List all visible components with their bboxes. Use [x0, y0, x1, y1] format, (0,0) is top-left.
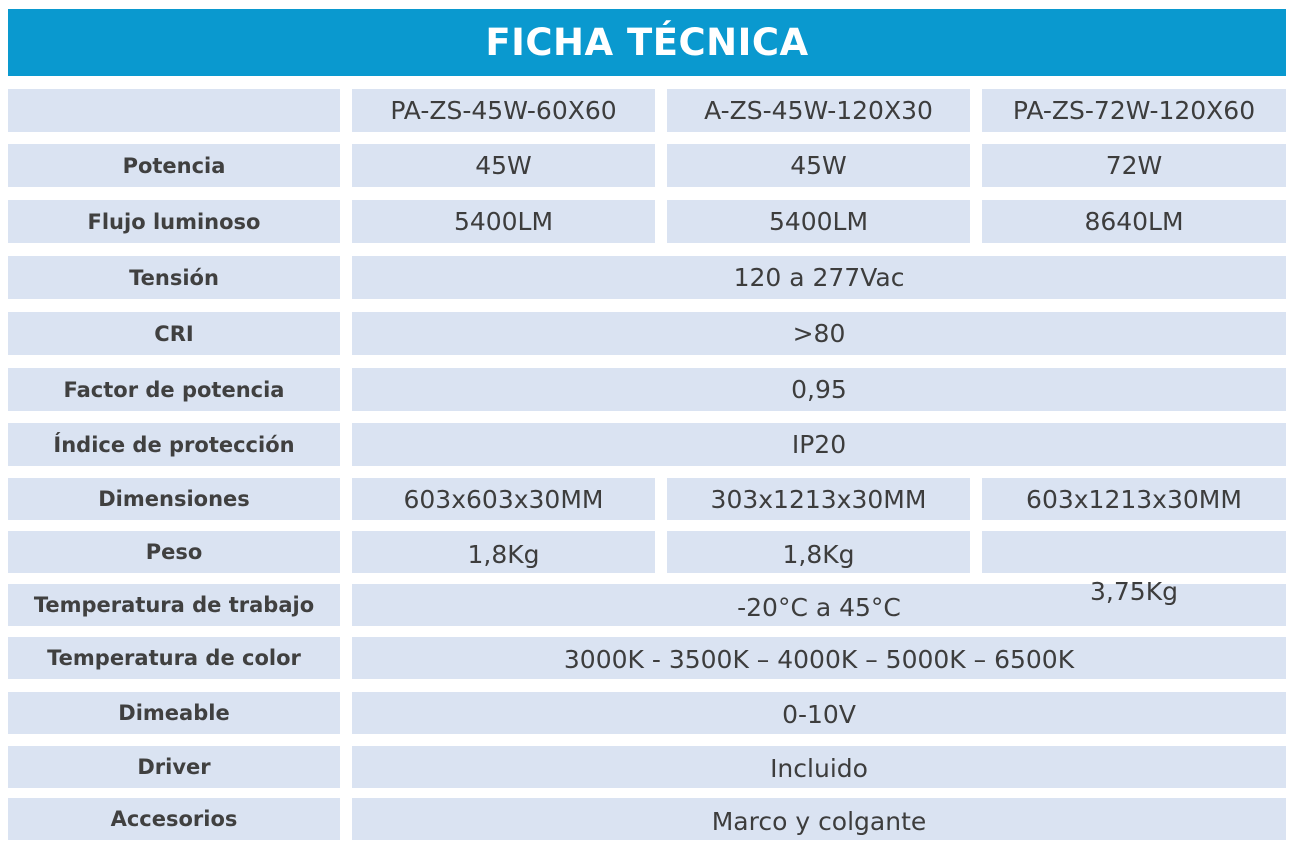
- page-title: FICHA TÉCNICA: [485, 21, 809, 64]
- row-label-temp-color: Temperatura de color: [8, 637, 340, 679]
- row-label-peso: Peso: [8, 531, 340, 573]
- row-label-tension: Tensión: [8, 256, 340, 299]
- row-label-temp-trabajo: Temperatura de trabajo: [8, 584, 340, 626]
- potencia-value-1: 45W: [352, 144, 655, 187]
- peso-value-2: 1,8Kg: [667, 531, 970, 573]
- indice-value: IP20: [352, 423, 1286, 466]
- flujo-value-1: 5400LM: [352, 200, 655, 243]
- accesorios-value: Marco y colgante: [352, 798, 1286, 840]
- row-label-accesorios: Accesorios: [8, 798, 340, 840]
- row-label-potencia: Potencia: [8, 144, 340, 187]
- potencia-value-3: 72W: [982, 144, 1286, 187]
- driver-value: Incluido: [352, 746, 1286, 788]
- row-label-factor: Factor de potencia: [8, 368, 340, 411]
- peso-cell-3: [982, 531, 1286, 573]
- model-header-1: PA-ZS-45W-60X60: [352, 89, 655, 132]
- potencia-value-2: 45W: [667, 144, 970, 187]
- row-label-cri: CRI: [8, 312, 340, 355]
- dimeable-value: 0-10V: [352, 692, 1286, 734]
- header-banner: [8, 9, 1286, 76]
- peso-value-1: 1,8Kg: [352, 531, 655, 573]
- row-label-flujo: Flujo luminoso: [8, 200, 340, 243]
- model-header-2: A-ZS-45W-120X30: [667, 89, 970, 132]
- factor-value: 0,95: [352, 368, 1286, 411]
- row-label-indice: Índice de protección: [8, 423, 340, 466]
- temp-trabajo-value: -20°C a 45°C: [352, 584, 1286, 626]
- tension-value: 120 a 277Vac: [352, 256, 1286, 299]
- peso-value-3: 3,75Kg: [1090, 576, 1178, 606]
- corner-cell: [8, 89, 340, 132]
- cri-value: >80: [352, 312, 1286, 355]
- temp-color-value: 3000K - 3500K – 4000K – 5000K – 6500K: [352, 637, 1286, 679]
- flujo-value-2: 5400LM: [667, 200, 970, 243]
- row-label-dimensiones: Dimensiones: [8, 478, 340, 520]
- row-label-dimeable: Dimeable: [8, 692, 340, 734]
- model-header-3: PA-ZS-72W-120X60: [982, 89, 1286, 132]
- dimensiones-value-3: 603x1213x30MM: [982, 478, 1286, 520]
- flujo-value-3: 8640LM: [982, 200, 1286, 243]
- dimensiones-value-1: 603x603x30MM: [352, 478, 655, 520]
- dimensiones-value-2: 303x1213x30MM: [667, 478, 970, 520]
- row-label-driver: Driver: [8, 746, 340, 788]
